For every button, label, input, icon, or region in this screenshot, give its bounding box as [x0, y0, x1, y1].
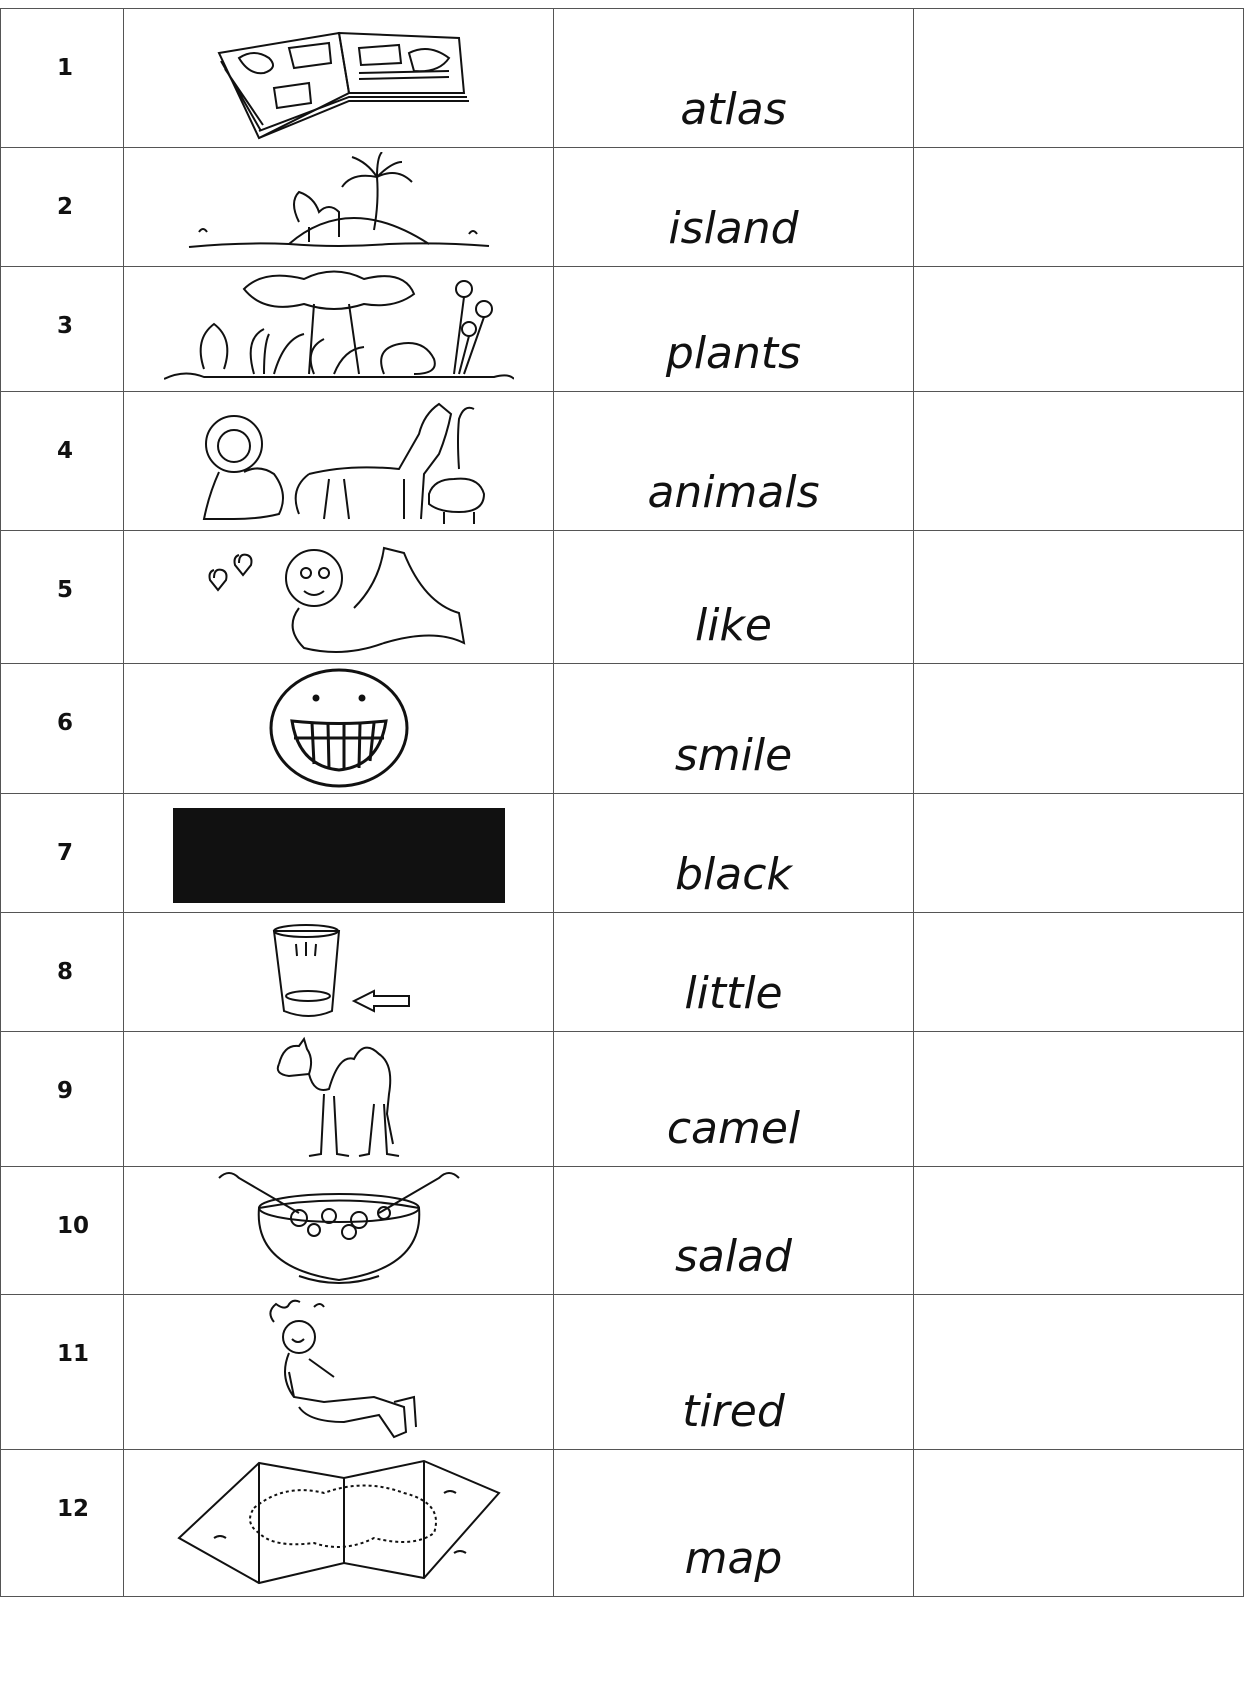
folded-map-icon: [124, 1450, 554, 1597]
table-row: [1, 9, 1244, 148]
table-row: [1, 1167, 1244, 1295]
row-number: 5: [1, 531, 124, 664]
vocab-word: tired: [554, 1295, 914, 1450]
row-number: 1: [1, 9, 124, 148]
table-row: [1, 267, 1244, 392]
row-number: 7: [1, 794, 124, 913]
table-row: [1, 392, 1244, 531]
answer-cell[interactable]: [914, 664, 1244, 794]
camel-icon: [124, 1032, 554, 1167]
row-number: 4: [1, 392, 124, 531]
answer-cell[interactable]: [914, 913, 1244, 1032]
table-row: [1, 531, 1244, 664]
black-rectangle-icon: [124, 794, 554, 913]
vocab-word: plants: [554, 267, 914, 392]
person-with-hearts-icon: [124, 531, 554, 664]
table-row: [1, 1450, 1244, 1597]
vocab-word: map: [554, 1450, 914, 1597]
smiling-face-icon: [124, 664, 554, 794]
answer-cell[interactable]: [914, 267, 1244, 392]
row-number: 11: [1, 1295, 124, 1450]
answer-cell[interactable]: [914, 1295, 1244, 1450]
table-row: [1, 1032, 1244, 1167]
glass-with-little-water-icon: [124, 913, 554, 1032]
vocab-word: animals: [554, 392, 914, 531]
answer-cell[interactable]: [914, 794, 1244, 913]
row-number: 3: [1, 267, 124, 392]
vocab-word: island: [554, 148, 914, 267]
answer-cell[interactable]: [914, 9, 1244, 148]
vocab-word: atlas: [554, 9, 914, 148]
vocab-word: black: [554, 794, 914, 913]
answer-cell[interactable]: [914, 1450, 1244, 1597]
answer-cell[interactable]: [914, 1032, 1244, 1167]
table-row: [1, 794, 1244, 913]
row-number: 8: [1, 913, 124, 1032]
row-number: 10: [1, 1167, 124, 1295]
row-number: 6: [1, 664, 124, 794]
vocabulary-worksheet: [0, 8, 1243, 1697]
vocabulary-table: [0, 8, 1244, 1597]
vocab-word: camel: [554, 1032, 914, 1167]
salad-bowl-icon: [124, 1167, 554, 1295]
answer-cell[interactable]: [914, 1167, 1244, 1295]
table-row: [1, 664, 1244, 794]
row-number: 2: [1, 148, 124, 267]
vocab-word: like: [554, 531, 914, 664]
vocab-word: salad: [554, 1167, 914, 1295]
answer-cell[interactable]: [914, 148, 1244, 267]
lion-horse-sheep-bird-icon: [124, 392, 554, 531]
island-with-camel-and-palm-icon: [124, 148, 554, 267]
tired-person-icon: [124, 1295, 554, 1450]
vocab-word: smile: [554, 664, 914, 794]
answer-cell[interactable]: [914, 392, 1244, 531]
table-row: [1, 1295, 1244, 1450]
row-number: 9: [1, 1032, 124, 1167]
plants-and-flowers-icon: [124, 267, 554, 392]
table-row: [1, 913, 1244, 1032]
open-atlas-book-icon: [124, 9, 554, 148]
row-number: 12: [1, 1450, 124, 1597]
vocab-word: little: [554, 913, 914, 1032]
answer-cell[interactable]: [914, 531, 1244, 664]
table-row: [1, 148, 1244, 267]
